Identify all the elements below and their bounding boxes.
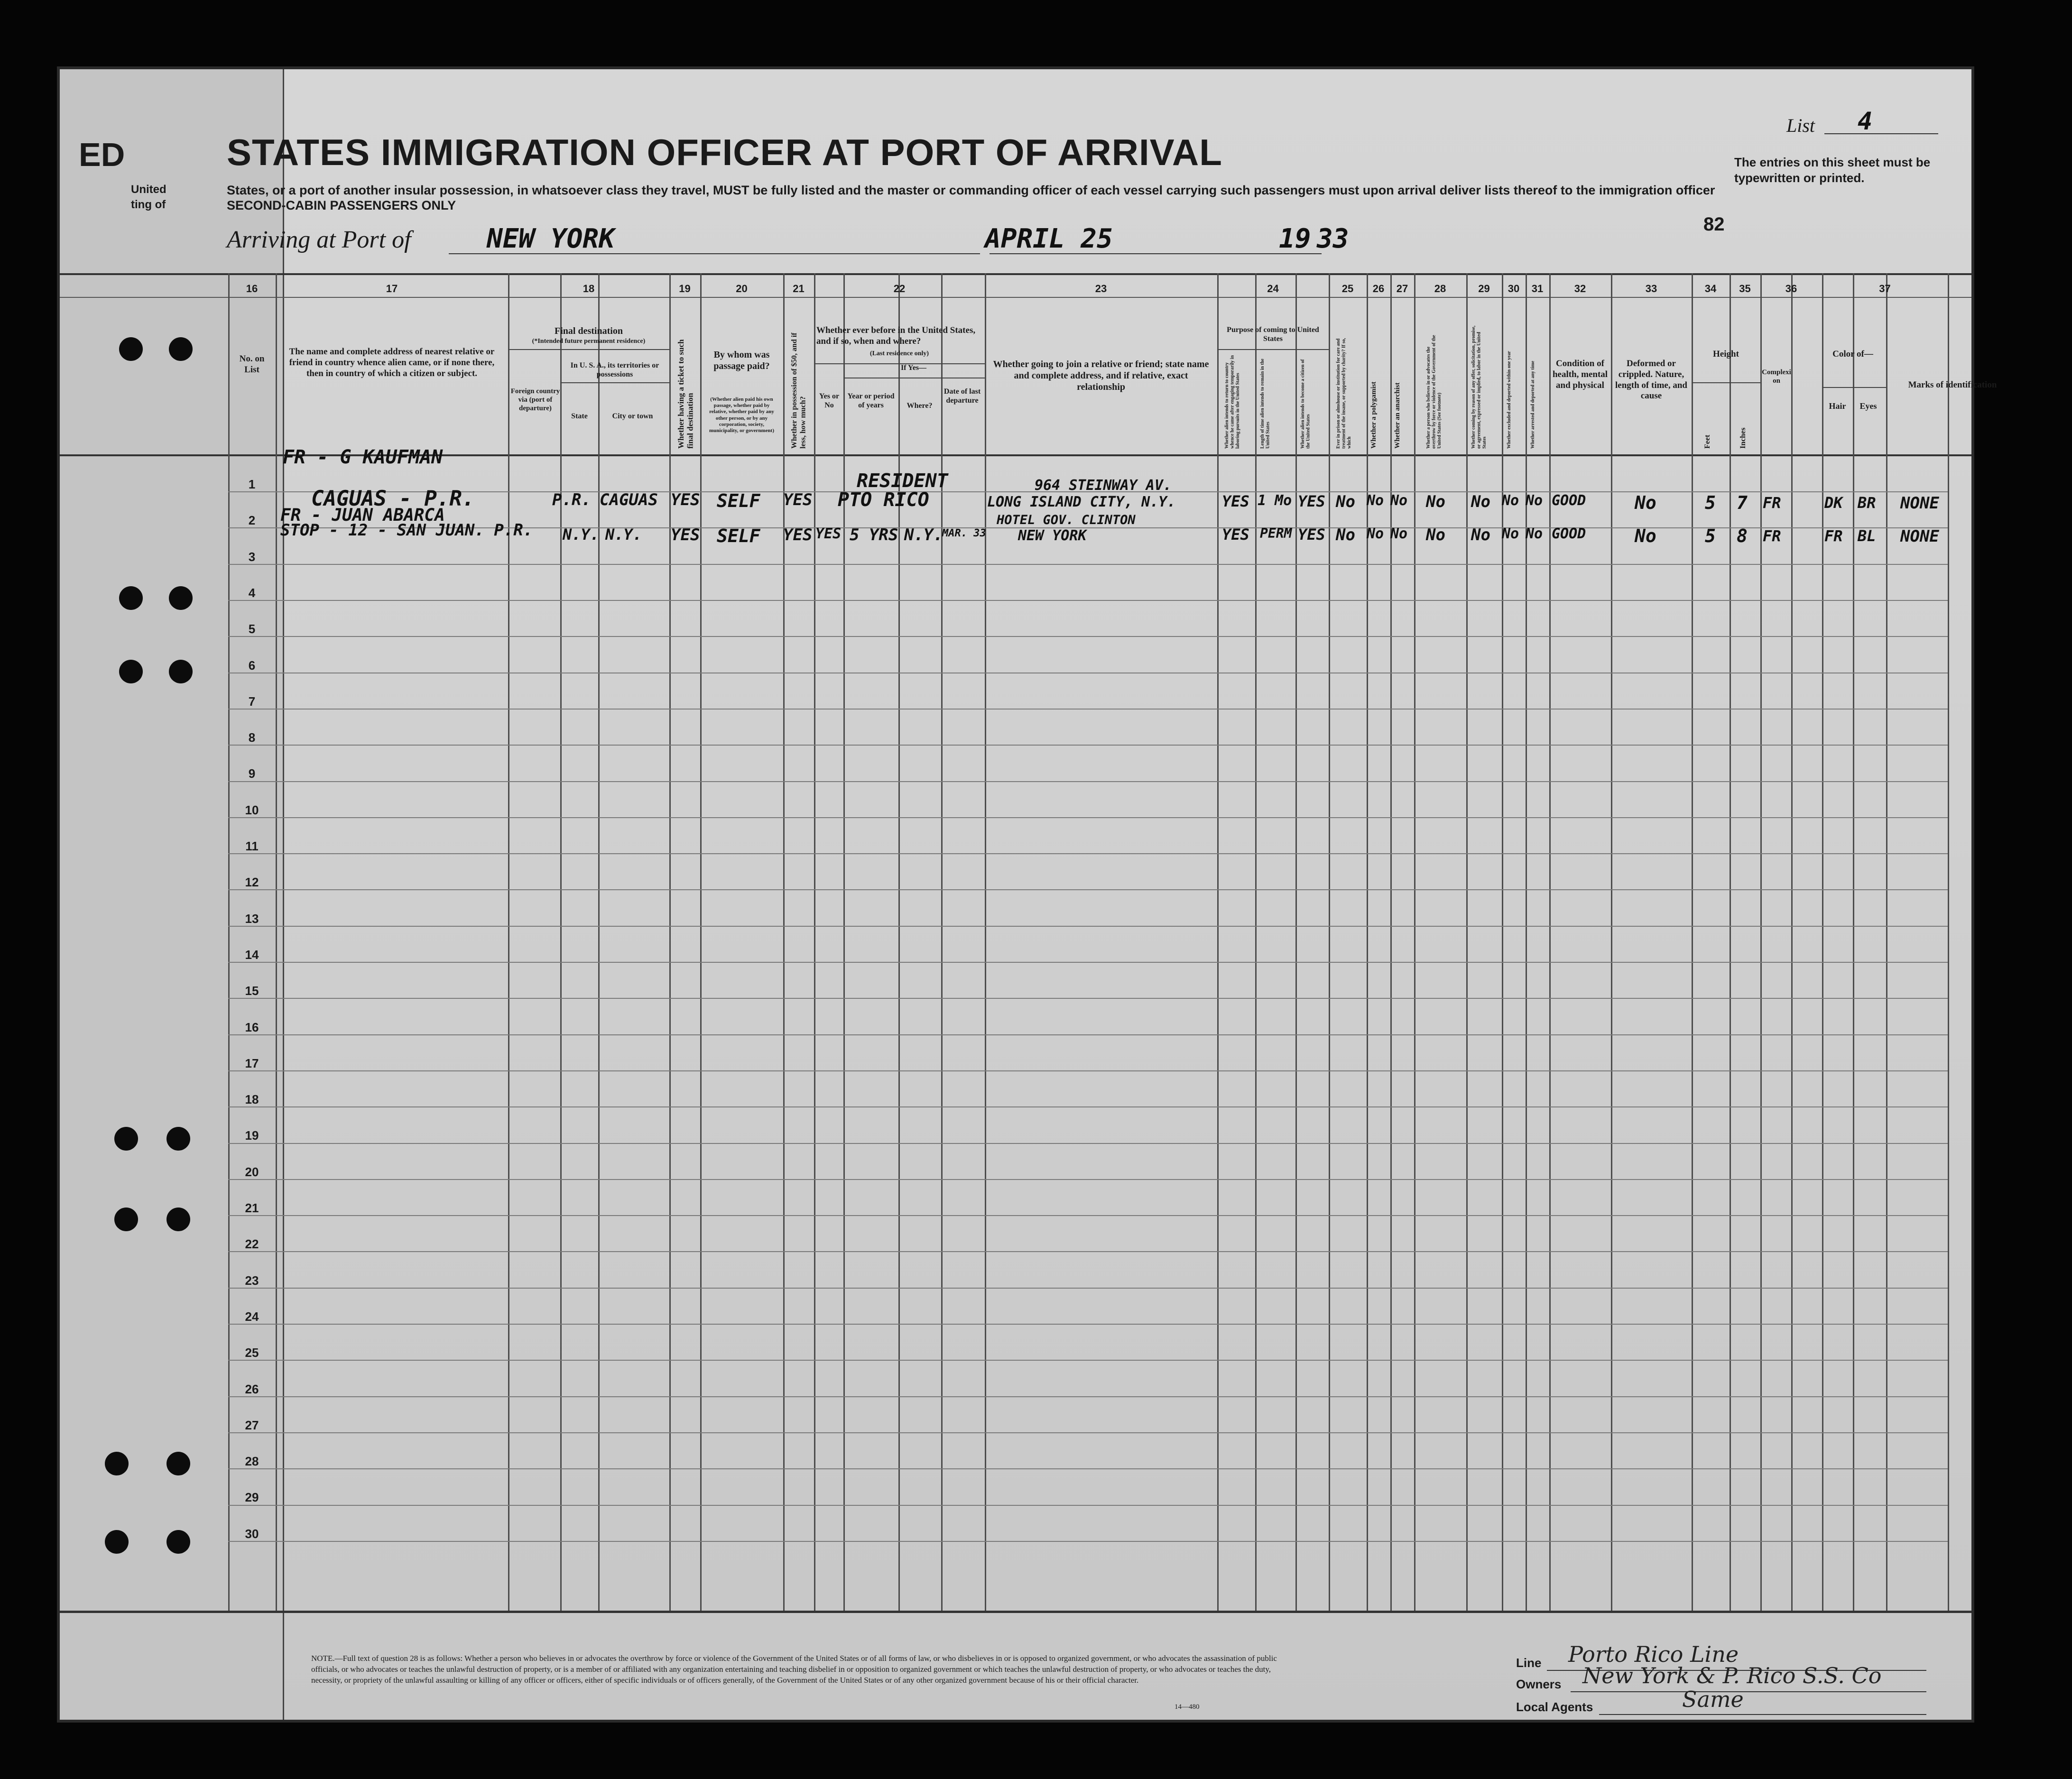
binder-hole [166, 1530, 190, 1554]
row-rule [228, 1360, 1948, 1361]
column-number: 33 [1645, 283, 1657, 295]
column-rule [1255, 273, 1257, 1611]
cell-years: 5 YRS [850, 525, 898, 544]
cell-last-departure: MAR. 33 [942, 527, 986, 539]
resident-note: RESIDENT [857, 470, 948, 492]
row-number: 6 [248, 658, 256, 673]
binder-hole [166, 1208, 190, 1231]
row-rule [228, 1034, 1948, 1035]
cell-citizen: YES [1298, 525, 1325, 544]
row-number: 18 [245, 1092, 259, 1107]
port-name: NEW YORK [487, 223, 615, 254]
row-number: 12 [245, 875, 259, 890]
column-number: 34 [1704, 283, 1717, 295]
row-number: 24 [245, 1309, 259, 1324]
column-rule [1760, 273, 1762, 1611]
column-rule [985, 273, 986, 1611]
header-years: Year or period of years [847, 392, 895, 410]
header-cabin-class: SECOND-CABIN PASSENGERS ONLY [227, 198, 456, 212]
column-number: 25 [1341, 283, 1354, 295]
cell-join-city: LONG ISLAND CITY, N.Y. [987, 494, 1176, 510]
column-rule [1217, 273, 1219, 1611]
row-number: 26 [245, 1382, 259, 1396]
header-passage-note: (Whether alien paid his own passage, whether paid by relative, whether paid by any other person, or by any corporation, society, municipality, or government) [709, 396, 774, 433]
column-rule [1466, 273, 1468, 1611]
column-rule [1730, 273, 1731, 1611]
row-rule [228, 1215, 1948, 1216]
cell-length-stay: PERM [1260, 525, 1292, 541]
footnote-question-28: NOTE.—Full text of question 28 is as follows: Whether a person who believes in or advocates the overthrow by force or violence of the Government of the United States or of all forms of law, or who disbelieves in or is opposed to organized government, or who advocates the assassination of public officials, or who advocates or teaches the unlawful destruction of property, or is a member of or affiliated with any organization entertaining and teaching disbelief in or opposition to organized government or which teaches the unlawful destruction of property, or who advocates or teaches the duty, necessity, or propriety of the unlawful assaulting or killing of any officer or officers, either of specific individuals or of officers generally, of the Government of the United States or of any other organized government because of his or their official character. [311, 1654, 1277, 1685]
header-ticket: Whether having a ticket to such final destination [676, 339, 695, 449]
column-rule [1414, 273, 1415, 1611]
binder-hole [105, 1530, 129, 1554]
row-number: 19 [245, 1128, 259, 1143]
column-number: 22 [893, 283, 906, 295]
column-rule [276, 273, 277, 1611]
cell-complexion: FR [1763, 494, 1781, 512]
column-number: 37 [1879, 283, 1891, 295]
cell-excluded: No [1502, 492, 1519, 509]
column-rule [843, 273, 845, 1611]
row-number: 14 [245, 947, 259, 962]
left-fragment-line: ting of [131, 198, 166, 211]
relative-address-2: STOP - 12 - SAN JUAN. P.R. [280, 521, 533, 540]
row-rule [228, 1179, 1948, 1180]
cell-marks: NONE [1900, 494, 1939, 513]
header-hair: Hair [1829, 401, 1846, 411]
row-number: 30 [245, 1526, 259, 1541]
page-title: STATES IMMIGRATION OFFICER AT PORT OF ARRIVAL [227, 131, 1222, 173]
binder-hole [119, 586, 143, 610]
cell-labor-offer: No [1471, 525, 1490, 544]
cell-labor-offer: No [1471, 492, 1490, 511]
column-number: 36 [1785, 283, 1797, 295]
column-number: 35 [1739, 283, 1751, 295]
cell-marks: NONE [1900, 527, 1939, 546]
row-rule [228, 636, 1948, 637]
binder-hole [169, 586, 193, 610]
cell-where: N.Y. [904, 525, 943, 544]
arrival-year-suffix: 33 [1317, 223, 1349, 254]
cell-overthrow: No [1426, 525, 1445, 544]
cell-length-stay: 1 Mo [1258, 492, 1292, 509]
row-number: 29 [245, 1490, 259, 1505]
header-polygamist: Whether a polygamist [1370, 381, 1378, 449]
column-number: 28 [1434, 283, 1446, 295]
cell-health: GOOD [1552, 492, 1586, 509]
column-number: 30 [1508, 283, 1520, 295]
column-rule [228, 273, 230, 1611]
header-state: State [571, 412, 588, 420]
column-rule [1886, 273, 1887, 1611]
row-number: 17 [245, 1056, 259, 1070]
column-rule [1822, 273, 1823, 1611]
cell-anarchist: No [1390, 492, 1408, 509]
header-final-destination-note: (*Intended future permanent residence) [532, 338, 646, 345]
column-number-rule [60, 297, 1971, 298]
cell-prison: No [1336, 525, 1355, 544]
line-label: Line [1516, 1656, 1542, 1670]
cell-polygamist: No [1367, 492, 1384, 509]
manifest-sheet [57, 66, 1997, 1723]
row-number: 5 [248, 622, 256, 636]
cell-feet: 5 [1705, 492, 1716, 513]
relative-address-1: CAGUAS - P.R. [311, 487, 475, 511]
row-rule [228, 600, 1948, 601]
row-number: 2 [248, 513, 256, 528]
header-if-yes: If Yes— [900, 364, 927, 372]
header-prison: Ever in prison or almshouse or institution for care and treatment of the insane, or supported by charity? If so, which [1336, 338, 1352, 449]
relative-name-2: FR - JUAN ABARCA [280, 506, 445, 525]
row-number: 16 [245, 1020, 259, 1034]
column-number: 19 [679, 283, 691, 295]
header-height: Height [1713, 349, 1739, 359]
row-rule [228, 1106, 1948, 1107]
typewritten-instruction: The entries on this sheet must be typewritten or printed. [1734, 155, 1931, 185]
cell-paid-by: SELF [717, 525, 760, 546]
row-rule [228, 1288, 1948, 1289]
column-number: 23 [1095, 283, 1107, 295]
header-city: City or town [612, 412, 653, 420]
row-rule [228, 998, 1948, 999]
header-overthrow: Whether a person who believes in or advocates the overthrow by force or violence of the Government of the United States (See footnote) [1426, 335, 1442, 449]
arriving-label: Arriving at Port of [227, 226, 411, 253]
sheet-number: 82 [1703, 214, 1725, 235]
header-ever-before: Whether ever before in the United States, and if so, when and where? [816, 325, 976, 346]
binder-hole [119, 337, 143, 361]
cell-money: YES [783, 490, 813, 509]
form-code: 14—480 [1175, 1703, 1200, 1711]
row-number: 7 [248, 694, 256, 709]
table-top-rule [60, 273, 1971, 275]
cell-prison: No [1336, 492, 1355, 511]
cell-join-city: NEW YORK [1018, 527, 1087, 544]
row-rule [228, 889, 1948, 890]
header-last-residence: (Last residence only) [870, 350, 929, 357]
header-in-usa: In U. S. A., its territories or possessions [570, 361, 659, 379]
column-rule [700, 273, 702, 1611]
binder-hole [119, 660, 143, 683]
column-rule [1526, 273, 1527, 1611]
header-marks: Marks of identification [1908, 380, 1997, 390]
row-rule [228, 1324, 1948, 1325]
list-number: 4 [1858, 107, 1873, 136]
column-number: 29 [1478, 283, 1490, 295]
row-number: 22 [245, 1237, 259, 1252]
cell-deformed: No [1635, 525, 1656, 546]
cell-overthrow: No [1426, 492, 1445, 511]
header-last-departure: Date of last departure [944, 387, 981, 405]
column-rule [508, 273, 509, 1611]
cell-complexion: FR [1763, 527, 1781, 545]
header-deformed: Deformed or crippled. Nature, length of time, and cause [1615, 359, 1687, 401]
header-money: Whether in possession of $50, and if less, how much? [790, 332, 807, 449]
column-number: 26 [1372, 283, 1385, 295]
column-rule [1329, 273, 1330, 1611]
row-rule [228, 781, 1948, 782]
cell-state: P.R. [552, 490, 591, 509]
list-underline [1824, 133, 1938, 134]
column-rule [814, 273, 815, 1611]
left-fragment-line: United [131, 183, 166, 196]
row-number: 28 [245, 1454, 259, 1469]
column-number: 24 [1267, 283, 1279, 295]
cell-deported: No [1526, 492, 1543, 509]
agents-label: Local Agents [1516, 1700, 1593, 1714]
row-rule [228, 745, 1948, 746]
column-rule [1692, 273, 1693, 1611]
row-number: 11 [245, 839, 259, 853]
column-number: 17 [386, 283, 398, 295]
left-fragment-title: ED [79, 136, 125, 173]
agents-underline [1599, 1714, 1926, 1715]
binder-hole [169, 337, 193, 361]
owners-label: Owners [1516, 1677, 1562, 1691]
binder-hole [114, 1127, 138, 1151]
binder-hole [166, 1127, 190, 1151]
header-feet: Feet [1703, 434, 1711, 449]
subheader-rule [560, 382, 669, 383]
binder-hole [169, 660, 193, 683]
cell-inches: 8 [1737, 525, 1748, 546]
cell-hair: DK [1824, 494, 1843, 512]
header-labor-offer: Whether coming by reason of any offer, solicitation, promise, or agreement, expressed or implied, to labor in the United States [1471, 325, 1487, 449]
binder-hole [105, 1452, 129, 1475]
row-rule [228, 1070, 1948, 1071]
header-final-destination: Final destination [555, 326, 623, 336]
cell-anarchist: No [1390, 525, 1408, 542]
header-passage-paid: By whom was passage paid? [713, 350, 770, 371]
subheader-rule [1822, 387, 1886, 388]
column-number: 18 [583, 283, 595, 295]
row-number: 21 [245, 1201, 259, 1215]
header-complexion: Complexion [1762, 369, 1791, 385]
column-number: 21 [793, 283, 805, 295]
column-number: 20 [736, 283, 748, 295]
header-foreign-country: Foreign country via (port of departure) [510, 387, 560, 412]
subheader-rule [1217, 349, 1329, 350]
cell-polygamist: No [1367, 525, 1384, 542]
cell-deported: No [1526, 525, 1543, 542]
cell-citizen: YES [1298, 492, 1325, 510]
row-rule [228, 926, 1948, 927]
row-number: 3 [248, 549, 256, 564]
row-number: 13 [245, 911, 259, 926]
subheader-rule [1692, 382, 1760, 383]
cell-money: YES [783, 525, 813, 544]
arrival-date: APRIL 25 [985, 223, 1113, 254]
header-purpose: Purpose of coming to United States [1227, 326, 1319, 343]
cell-ever-before: YES [815, 525, 842, 542]
row-rule [228, 1432, 1948, 1433]
column-rule [1295, 273, 1297, 1611]
binder-hole [114, 1208, 138, 1231]
header-color-of: Color of— [1832, 349, 1873, 359]
owners-underline [1571, 1691, 1926, 1692]
column-rule [1367, 273, 1368, 1611]
header-where: Where? [906, 402, 933, 410]
column-number: 27 [1396, 283, 1408, 295]
column-number: 32 [1574, 283, 1586, 295]
header-eyes: Eyes [1859, 401, 1877, 411]
row-rule [228, 1468, 1948, 1469]
header-join-relative: Whether going to join a relative or friend; state name and complete address, and if relative, exact relationship [993, 359, 1209, 392]
column-rule [1549, 273, 1551, 1611]
row-rule [228, 853, 1948, 854]
cell-join-hotel: HOTEL GOV. CLINTON [997, 513, 1136, 527]
header-nearest-relative: The name and complete address of nearest relative or friend in country whence alien came, or if none there, then in country of which a citizen or subject. [289, 347, 495, 378]
header-inches: Inches [1739, 427, 1747, 449]
header-length-stay: Length of time alien intends to remain in the United States [1260, 359, 1271, 449]
header-anarchist: Whether an anarchist [1394, 382, 1401, 449]
header-deported: Whether arrested and deported at any time [1530, 360, 1536, 449]
header-health: Condition of health, mental and physical [1552, 359, 1608, 390]
row-number: 25 [245, 1346, 259, 1360]
header-list-number: No. on List [239, 354, 265, 375]
header-excluded: Whether excluded and deported within one year [1507, 351, 1512, 449]
cell-join-address: 964 STEINWAY AV. [1035, 477, 1172, 494]
column-rule [1791, 273, 1793, 1611]
cell-purpose: YES [1222, 525, 1249, 544]
table-bottom-rule [60, 1611, 1971, 1613]
cell-ticket: YES [671, 490, 700, 509]
cell-deformed: No [1635, 492, 1656, 513]
column-rule [1853, 273, 1854, 1611]
line-signature: Porto Rico Line [1568, 1641, 1739, 1667]
agents-signature: Same [1682, 1687, 1744, 1712]
row-number: 1 [248, 477, 256, 491]
relative-name-1: FR - G KAUFMAN [283, 446, 443, 468]
cell-state: N.Y. [563, 525, 600, 544]
column-rule [1948, 273, 1949, 1611]
column-rule [783, 273, 785, 1611]
row-number: 9 [248, 766, 256, 781]
header-subtitle: States, or a port of another insular possession, in whatsoever class they travel, MUST be fully listed and the master or commanding officer of each vessel carrying such passengers must upon arrival deliver lists thereof to the immigration officer [227, 183, 1715, 197]
header-yes-no: Yes or No [819, 392, 840, 410]
owners-signature: New York & P. Rico S.S. Co [1582, 1663, 1882, 1688]
cell-city: CAGUAS [600, 490, 658, 509]
row-rule [228, 1396, 1948, 1397]
row-number: 4 [248, 585, 256, 600]
column-number: 31 [1531, 283, 1544, 295]
header-return-intent: Whether alien intends to return to country whence he came after engaging temporarily in laboring pursuits in the United States [1224, 355, 1240, 449]
column-rule [669, 273, 671, 1611]
column-rule [598, 273, 600, 1611]
cell-hair: FR [1824, 527, 1843, 545]
cell-feet: 5 [1705, 525, 1716, 546]
row-number: 20 [245, 1164, 259, 1179]
column-rule [1390, 273, 1392, 1611]
cell-eyes: BL [1858, 527, 1876, 545]
cell-paid-by: SELF [717, 490, 760, 511]
cell-health: GOOD [1552, 525, 1586, 542]
row-number: 23 [245, 1273, 259, 1288]
column-rule [1611, 273, 1612, 1611]
list-label: List [1786, 115, 1815, 136]
row-rule [228, 962, 1948, 963]
row-number: 8 [248, 730, 256, 745]
arrival-year-prefix: 19 [1279, 223, 1311, 254]
cell-ticket: YES [671, 525, 700, 544]
row-rule [228, 817, 1948, 818]
row-number: 27 [245, 1418, 259, 1432]
row-number: 15 [245, 984, 259, 998]
row-rule [228, 1143, 1948, 1144]
row-rule [228, 1541, 1948, 1542]
cell-inches: 7 [1737, 492, 1748, 513]
column-rule [560, 273, 562, 1611]
column-rule [1502, 273, 1503, 1611]
header-citizen-intent: Whether alien intends to become a citizen of the United States [1300, 359, 1311, 449]
cell-previous-residence: PTO RICO [838, 489, 929, 511]
cell-city: N.Y. [605, 525, 642, 544]
row-rule [228, 564, 1948, 565]
binder-hole [166, 1452, 190, 1475]
row-rule [228, 709, 1948, 710]
cell-excluded: No [1502, 525, 1519, 542]
cell-purpose: YES [1222, 492, 1249, 510]
row-rule [228, 1505, 1948, 1506]
column-number: 16 [246, 283, 258, 295]
row-rule [228, 1251, 1948, 1252]
row-number: 10 [245, 802, 259, 817]
cell-eyes: BR [1858, 494, 1876, 512]
subheader-rule [508, 349, 669, 350]
